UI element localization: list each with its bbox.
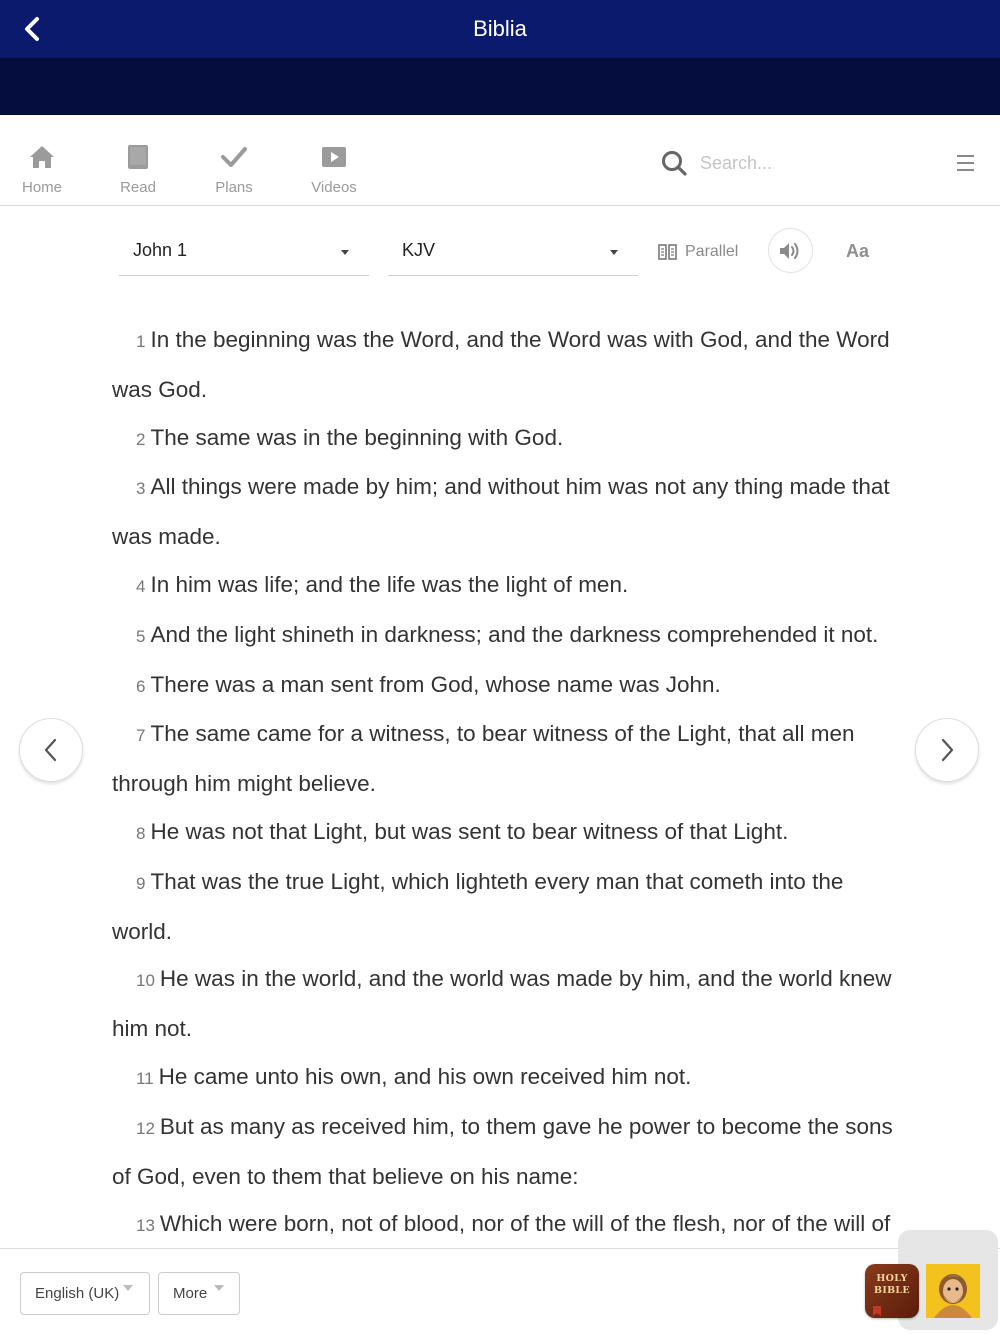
holy-bible-line2: BIBLE	[874, 1285, 910, 1296]
reader-toolbar	[0, 206, 1000, 296]
verse[interactable]	[112, 1053, 894, 1103]
holy-bible-line1: HOLY	[876, 1273, 908, 1284]
bible-kids-app-icon[interactable]	[926, 1264, 980, 1318]
verse[interactable]	[112, 561, 894, 611]
more-button[interactable]	[158, 1272, 240, 1315]
verse[interactable]	[112, 955, 894, 1053]
chapter-text	[0, 296, 1000, 1248]
version-value: KJV	[402, 240, 436, 260]
verse[interactable]	[112, 463, 894, 561]
verse[interactable]	[112, 611, 894, 661]
search-input[interactable]	[700, 147, 900, 179]
verse-number: 7	[136, 726, 146, 746]
verse-text: In the beginning was the Word, and the Word was with God, and the Word was God.	[112, 327, 890, 402]
header-banner	[0, 58, 1000, 115]
language-label: English (UK)	[35, 1285, 120, 1302]
nav-plans-label: Plans	[215, 179, 253, 196]
next-chapter-button[interactable]	[915, 718, 979, 782]
verse-text: He was not that Light, but was sent to bear witness of that Light.	[150, 818, 789, 844]
version-select[interactable]	[388, 228, 638, 276]
font-size-button[interactable]: Aa	[846, 241, 870, 261]
verse-text: All things were made by him; and without him was not any thing made that was made.	[112, 474, 890, 550]
audio-button[interactable]	[768, 228, 813, 273]
main-nav	[0, 115, 1000, 206]
nav-videos[interactable]	[294, 115, 374, 206]
verse-text: He was in the world, and the world was made by him, and the world knew him not.	[112, 966, 892, 1042]
search-icon[interactable]	[660, 149, 688, 177]
verse-number: 6	[136, 676, 146, 696]
nav-home-label: Home	[21, 179, 62, 196]
parallel-label: Parallel	[685, 243, 739, 260]
nav-read[interactable]	[98, 115, 178, 206]
caret-down-icon	[341, 250, 349, 255]
home-icon	[28, 143, 56, 171]
bookmark-ribbon-icon	[873, 1306, 881, 1316]
verse-text: And the light shineth in darkness; and the darkness comprehended it not.	[150, 621, 879, 647]
verse[interactable]	[112, 808, 894, 858]
verse-number: 1	[136, 332, 146, 351]
book-chapter-select[interactable]	[119, 228, 369, 276]
verse[interactable]	[112, 710, 894, 808]
verse[interactable]	[112, 858, 894, 956]
verse-text: The same was in the beginning with God.	[150, 424, 564, 450]
verse[interactable]	[112, 414, 894, 464]
language-select[interactable]	[20, 1272, 150, 1315]
verse-text: In him was life; and the life was the light of men.	[150, 571, 629, 597]
verse[interactable]	[112, 1103, 894, 1201]
chevron-right-icon	[939, 737, 955, 763]
book-chapter-value: John 1	[133, 240, 188, 260]
verse-number: 8	[136, 823, 146, 843]
previous-chapter-button[interactable]	[19, 718, 83, 782]
speaker-icon	[778, 240, 804, 262]
verse-number: 4	[136, 576, 146, 596]
holy-bible-app-icon[interactable]	[865, 1264, 919, 1318]
verse-text: But as many as received him, to them gave he power to become the sons of God, even to them that believe on his name:	[112, 1113, 893, 1189]
parallel-button[interactable]	[658, 240, 738, 264]
book-icon	[124, 143, 152, 171]
page-title: Biblia	[473, 16, 527, 41]
caret-down-icon	[610, 250, 618, 255]
verse-text: He came unto his own, and his own received him not.	[158, 1063, 692, 1089]
verse-number: 11	[136, 1068, 154, 1088]
verse[interactable]	[112, 661, 894, 711]
verse-number: 12	[136, 1118, 155, 1138]
verse-number: 3	[136, 479, 146, 499]
footer-bar	[0, 1248, 1000, 1334]
verse-text: There was a man sent from God, whose name was John.	[150, 671, 721, 697]
verse-number: 9	[136, 873, 146, 893]
hamburger-icon	[952, 151, 980, 175]
more-label: More	[173, 1285, 208, 1302]
verse-text: That was the true Light, which lighteth every man that cometh into the world.	[112, 868, 844, 944]
parallel-book-icon	[658, 244, 677, 260]
chevron-left-icon	[43, 737, 59, 763]
caret-down-icon	[123, 1285, 133, 1291]
caret-down-icon	[214, 1285, 224, 1291]
checkmark-icon	[220, 143, 248, 171]
nav-home[interactable]	[2, 115, 82, 206]
verse-number: 2	[136, 429, 146, 449]
verse[interactable]	[112, 316, 894, 414]
nav-plans[interactable]	[194, 115, 274, 206]
verse-text: The same came for a witness, to bear witness of the Light, that all men through him might believe.	[112, 721, 855, 797]
verse-list	[112, 316, 894, 1298]
video-icon	[320, 143, 348, 171]
verse-number: 10	[136, 971, 155, 991]
nav-videos-label: Videos	[311, 179, 357, 196]
search-box	[656, 145, 916, 181]
verse-number: 13	[136, 1216, 155, 1236]
menu-button[interactable]	[952, 151, 980, 175]
cartoon-face-icon	[926, 1264, 980, 1318]
verse-text: Which were born, not of blood, nor of the will of the flesh, nor of the will of	[159, 1211, 891, 1237]
title-bar	[0, 0, 1000, 58]
nav-read-label: Read	[120, 179, 156, 196]
verse-number: 5	[136, 626, 146, 646]
